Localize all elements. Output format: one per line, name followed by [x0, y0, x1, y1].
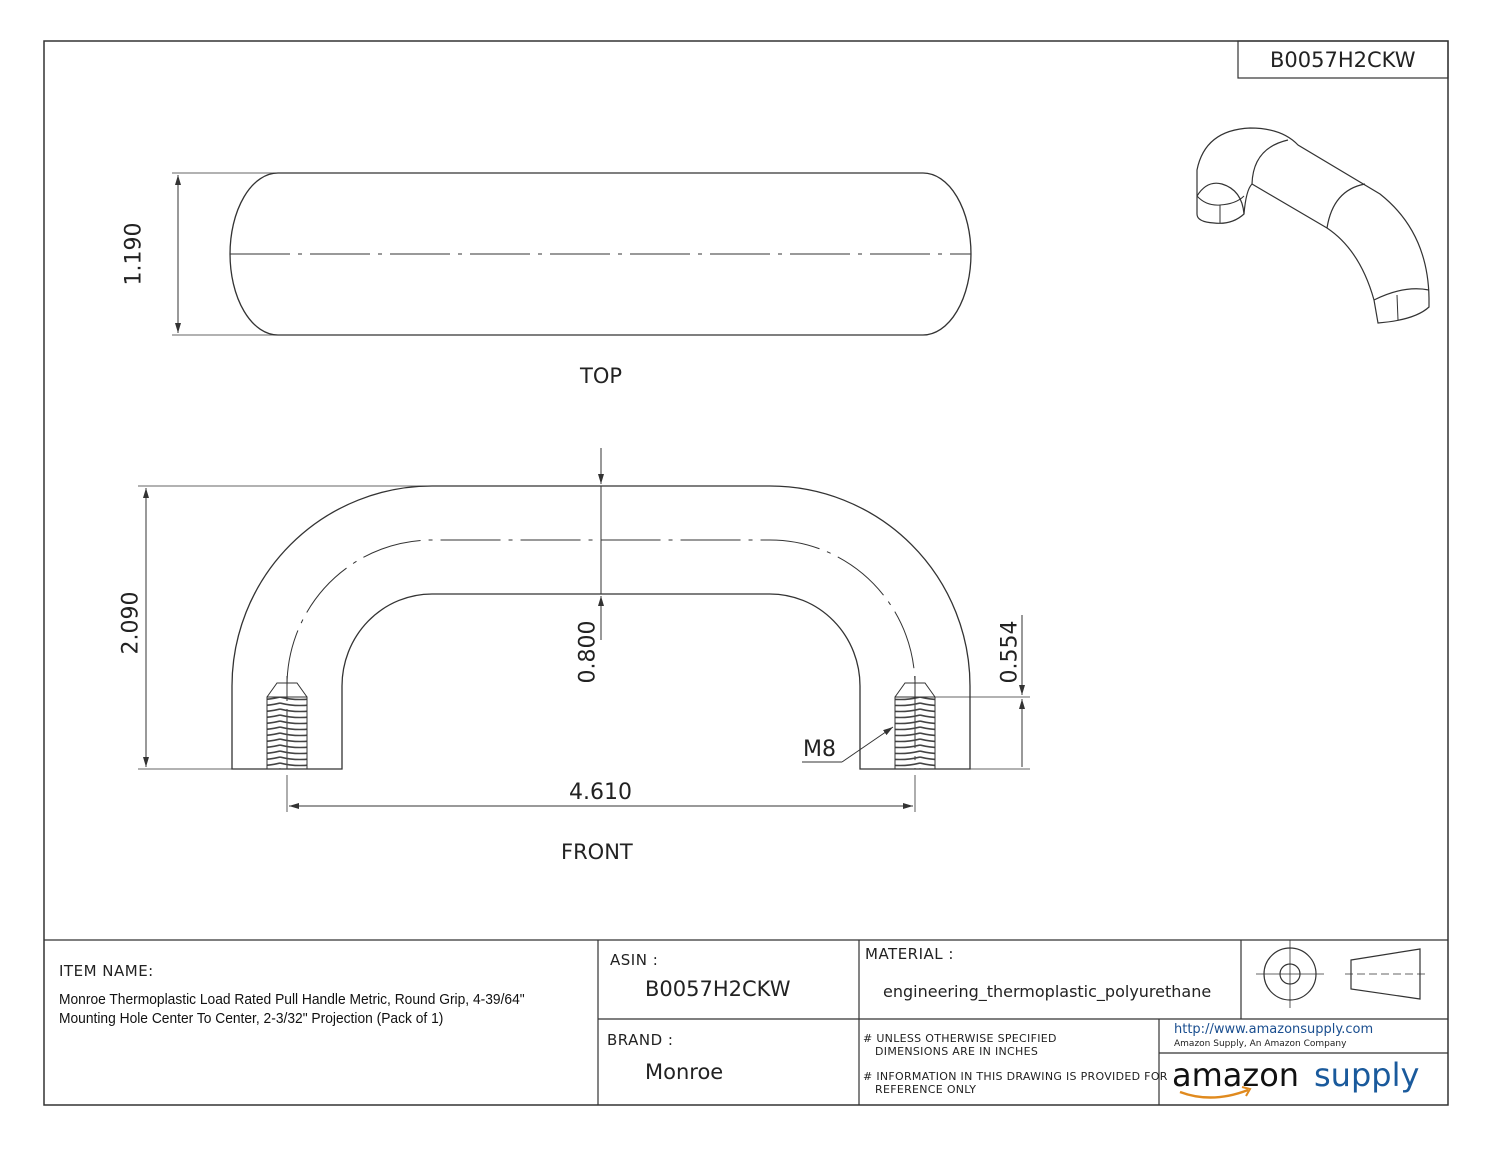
asin-value: B0057H2CKW — [645, 977, 791, 1001]
note-units-line1: # UNLESS OTHERWISE SPECIFIED — [863, 1032, 1057, 1045]
dim-top-width: 1.190 — [121, 222, 147, 286]
dim-thread-length: 0.554 — [997, 620, 1023, 684]
item-name-label: ITEM NAME: — [59, 962, 154, 980]
website-link[interactable]: http://www.amazonsupply.com — [1174, 1022, 1374, 1037]
brand-value: Monroe — [645, 1060, 724, 1084]
note-reference-line2: REFERENCE ONLY — [875, 1083, 977, 1096]
note-reference-line1: # INFORMATION IN THIS DRAWING IS PROVIDED FOR — [863, 1070, 1168, 1083]
supply-logo-text: supply — [1314, 1056, 1420, 1094]
asin-label: ASIN : — [610, 951, 659, 969]
front-view-label: FRONT — [561, 840, 633, 864]
material-label: MATERIAL : — [865, 945, 954, 963]
material-value: engineering_thermoplastic_polyurethane — [883, 982, 1212, 1001]
brand-label: BRAND : — [607, 1031, 674, 1049]
company-tagline: Amazon Supply, An Amazon Company — [1174, 1039, 1347, 1049]
item-name-line1: Monroe Thermoplastic Load Rated Pull Handle Metric, Round Grip, 4-39/64" — [59, 991, 525, 1008]
dim-inner-height: 0.800 — [575, 620, 601, 684]
amazon-logo-text: amazon — [1172, 1056, 1300, 1094]
dim-center-to-center: 4.610 — [569, 780, 632, 805]
isometric-view — [1197, 128, 1429, 323]
item-name-line2: Mounting Hole Center To Center, 2-3/32" Projection (Pack of 1) — [59, 1010, 444, 1027]
dim-height: 2.090 — [118, 591, 144, 655]
top-view-label: TOP — [580, 364, 623, 388]
drawing-number: B0057H2CKW — [1270, 48, 1416, 72]
top-view — [172, 173, 971, 335]
note-units-line2: DIMENSIONS ARE IN INCHES — [875, 1045, 1039, 1058]
dim-thread: M8 — [803, 737, 836, 762]
